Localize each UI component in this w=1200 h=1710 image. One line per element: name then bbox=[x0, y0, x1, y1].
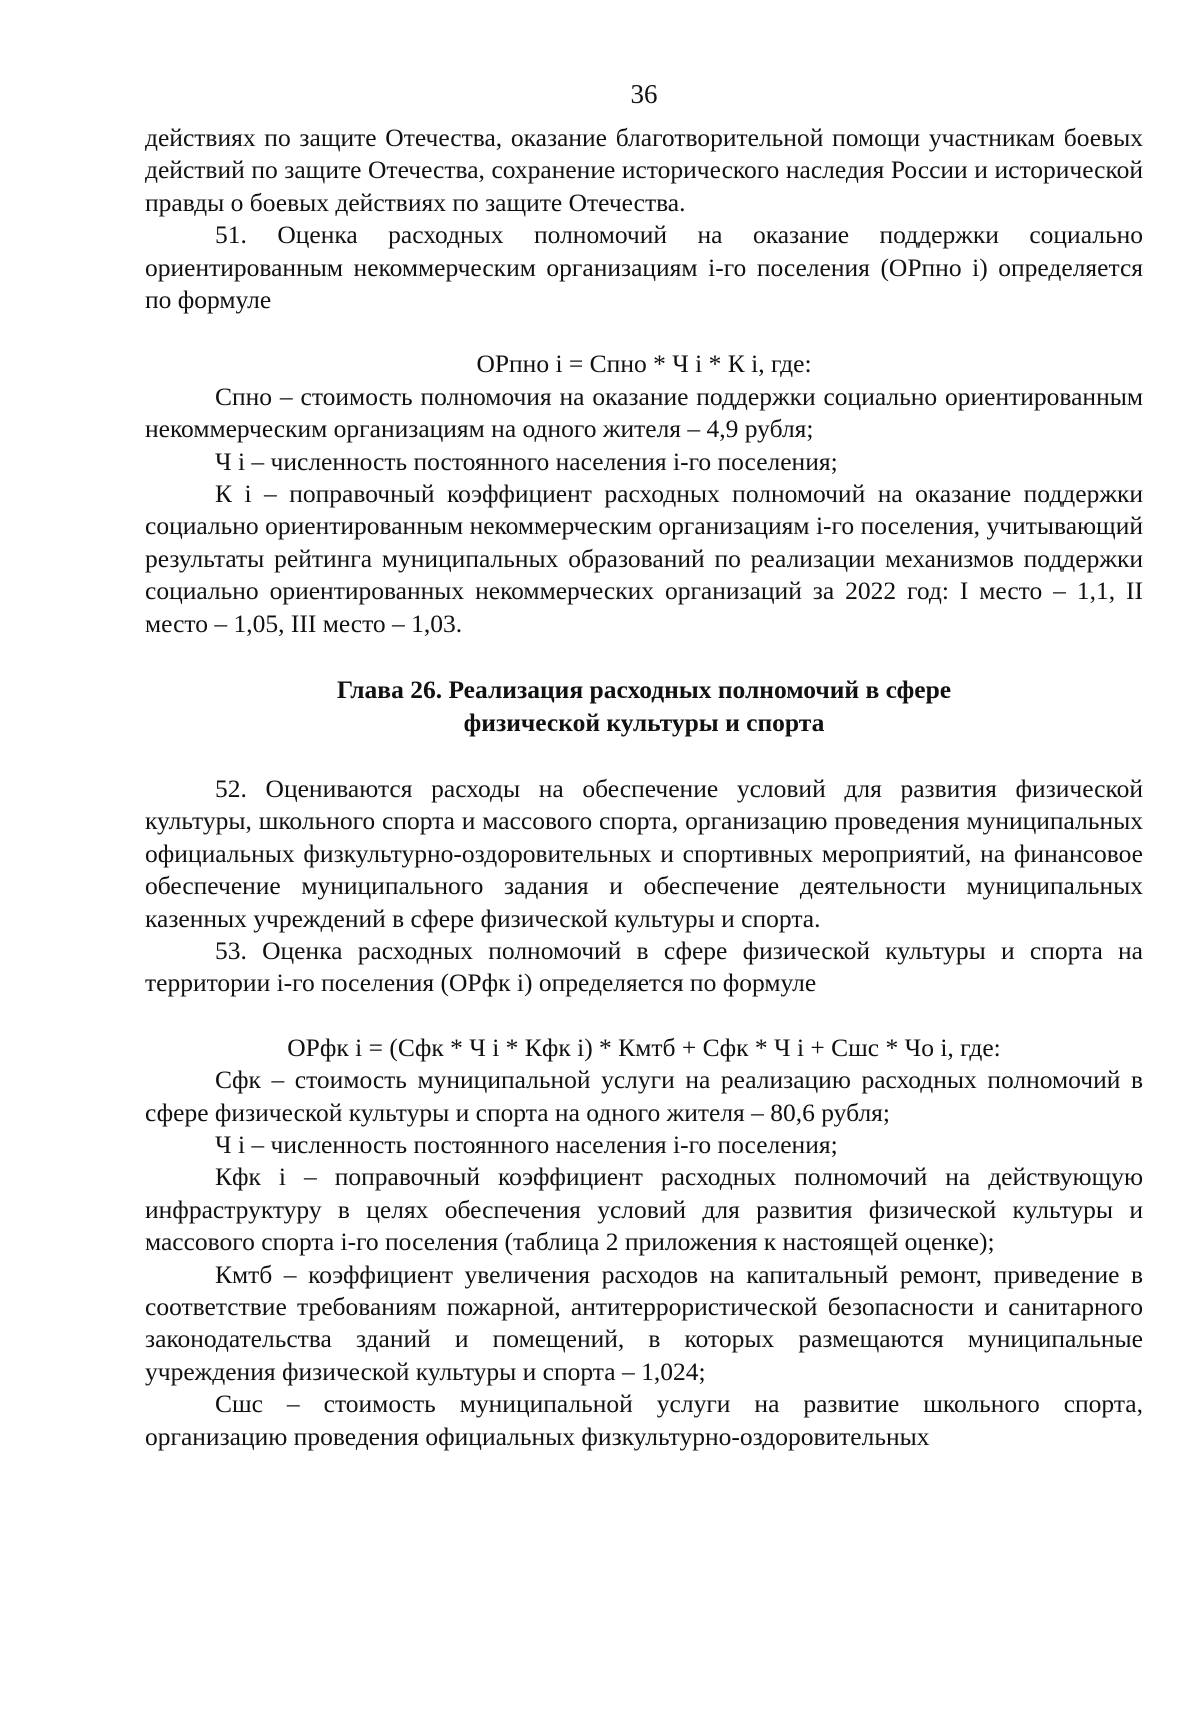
definition-sfk: Сфк – стоимость муниципальной услуги на реализацию расходных полномочий в сфере физической культуры и спорта на одного жителя – 80,6 рубля; bbox=[145, 1065, 1143, 1127]
paragraph-51: 51. Оценка расходных полномочий на оказание поддержки социально ориентированным некоммерческим организациям i-го поселения (ОРпно i) определяется по формуле bbox=[145, 220, 1143, 315]
chapter-heading-line1: Глава 26. Реализация расходных полномочий в сфере bbox=[336, 675, 952, 705]
definition-sshs: Сшс – стоимость муниципальной услуги на развитие школьного спорта, организацию проведения официальных физкультурно-оздоровительных bbox=[145, 1389, 1143, 1451]
paragraph-continuation: действиях по защите Отечества, оказание благотворительной помощи участникам боевых действий по защите Отечества, сохранение исторического наследия России и исторической правды о боевых действиях по защите Отечества. bbox=[145, 123, 1143, 217]
formula-orpno: ОРпно i = Спно * Ч i * К i, где: bbox=[476, 349, 812, 379]
document-page bbox=[145, 78, 1143, 1453]
definition-chi: Ч i – численность постоянного населения i-го поселения; bbox=[215, 446, 838, 476]
page-number: 36 bbox=[630, 79, 658, 109]
definition-spno: Спно – стоимость полномочия на оказание поддержки социально ориентированным некоммерческим организациям на одного жителя – 4,9 рубля; bbox=[145, 381, 1143, 444]
definition-kmtb: Кмтб – коэффициент увеличения расходов на капитальный ремонт, приведение в соответствие требованиям пожарной, антитеррористической безопасности и санитарного законодательства зданий и помещений, в которых размещаются муниципальные учреждения физической культуры и спорта – 1,024; bbox=[145, 1259, 1143, 1386]
paragraph-53: 53. Оценка расходных полномочий в сфере физической культуры и спорта на территории i-го поселения (ОРфк i) определяется по формуле bbox=[145, 935, 1143, 998]
definition-chi-2: Ч i – численность постоянного населения i-го поселения; bbox=[215, 1129, 838, 1159]
formula-orfk: ОРфк i = (Сфк * Ч i * Кфк i) * Кмтб + Сфк * Ч i + Сшс * Чо i, где: bbox=[287, 1032, 1001, 1062]
chapter-heading-line2: физической культуры и спорта bbox=[463, 707, 825, 737]
paragraph-52: 52. Оцениваются расходы на обеспечение условий для развития физической культуры, школьного спорта и массового спорта, организацию проведения муниципальных официальных физкультурно-оздоровительных и спортивных мероприятий, на финансовое обеспечение муниципального задания и обеспечение деятельности муниципальных казенных учреждений в сфере физической культуры и спорта. bbox=[145, 773, 1143, 933]
chapter-heading bbox=[145, 674, 1143, 739]
definition-kfki: Кфк i – поправочный коэффициент расходных полномочий на действующую инфраструктуру в целях обеспечения условий для развития физической культуры и массового спорта i-го поселения (таблица 2 приложения к настоящей оценке); bbox=[145, 1162, 1143, 1257]
definition-ki: К i – поправочный коэффициент расходных полномочий на оказание поддержки социально ориентированным некоммерческим организациям i-го поселения, учитывающий результаты рейтинга муниципальных образований по реализации механизмов поддержки социально ориентированных некоммерческих организаций за 2022 год: I место – 1,1, II место – 1,05, III место – 1,03. bbox=[145, 479, 1143, 638]
